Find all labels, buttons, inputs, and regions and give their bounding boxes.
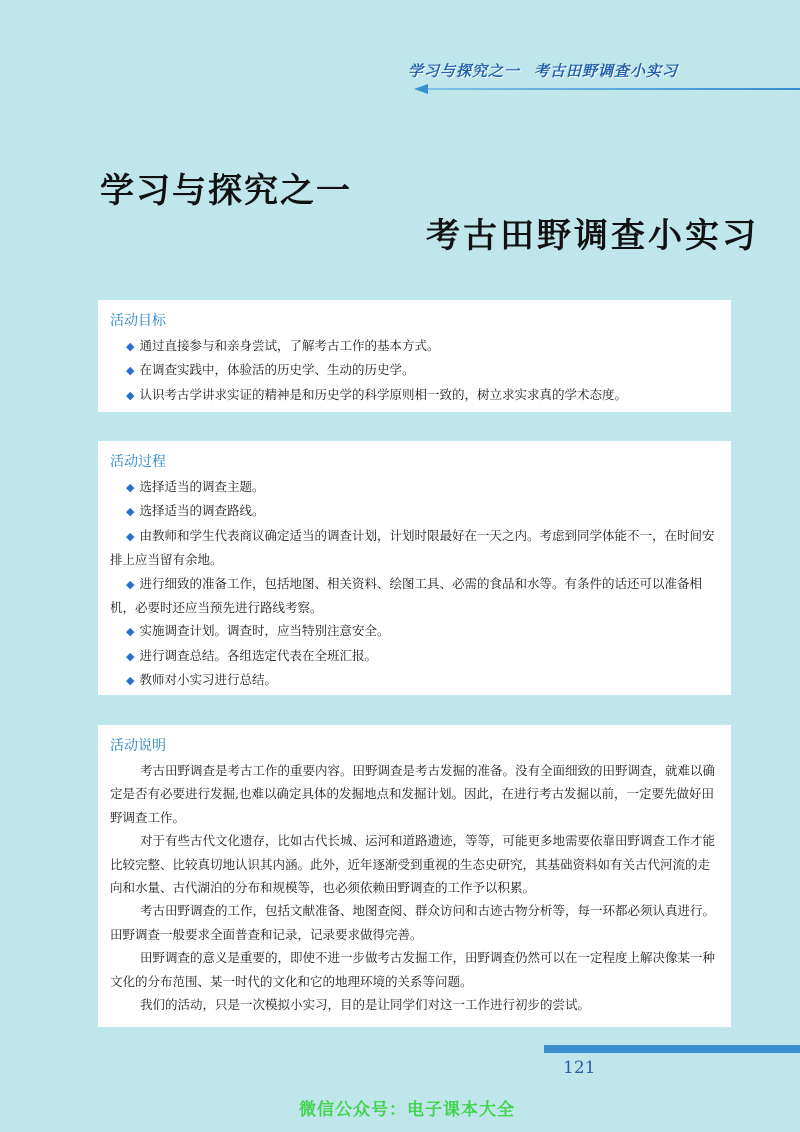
notes-paragraph: 考古田野调查是考古工作的重要内容。田野调查是考古发掘的准备。没有全面细致的田野调查，就难以确定是否有必要进行发掘,也难以确定具体的发掘地点和发掘计划。因此，在进行考古发掘以前，一定要先做好田野调查工作。 bbox=[110, 763, 716, 825]
diamond-bullet-icon: ◆ bbox=[126, 577, 135, 591]
notes-paragraph: 我们的活动，只是一次模拟小实习，目的是让同学们对这一工作进行初步的尝试。 bbox=[140, 997, 591, 1013]
goals-box bbox=[98, 300, 731, 412]
notes-paragraph: 对于有些古代文化遗存，比如古代长城、运河和道路遗迹，等等，可能更多地需要依靠田野调查工作才能比较完整、比较真切地认识其内涵。此外，近年逐渐受到重视的生态史研究，其基础资料如有关古代河流的走向和水量、古代湖泊的分布和规模等，也必须依赖田野调查的工作予以积累。 bbox=[110, 833, 716, 896]
section-title: 学习与探究之一 bbox=[100, 171, 352, 211]
running-header bbox=[408, 60, 678, 81]
process-item: ◆ 选择适当的调查路线。 bbox=[126, 503, 265, 519]
diamond-bullet-icon: ◆ bbox=[126, 388, 135, 402]
goals-heading: 活动目标 bbox=[110, 313, 166, 329]
header-rule bbox=[428, 88, 800, 90]
page-number: 121 bbox=[563, 1058, 596, 1078]
process-item: ◆ 实施调查计划。调查时，应当特别注意安全。 bbox=[126, 623, 390, 639]
notes-paragraph: 考古田野调查的工作，包括文献准备、地图查阅、群众访问和古迹古物分析等，每一环都必须认真进行。田野调查一般要求全面普查和记录，记录要求做得完善。 bbox=[110, 903, 716, 942]
footer-bar bbox=[544, 1045, 800, 1053]
process-heading: 活动过程 bbox=[110, 454, 166, 470]
diamond-bullet-icon: ◆ bbox=[126, 481, 135, 494]
diamond-bullet-icon: ◆ bbox=[126, 529, 135, 543]
process-box bbox=[98, 441, 731, 695]
watermark: 微信公众号：电子课本大全 bbox=[299, 1100, 515, 1120]
notes-box bbox=[98, 725, 731, 1027]
process-item: ◆ 进行细致的准备工作，包括地图、相关资料、绘图工具、必需的食品和水等。有条件的话还可以准备相机，必要时还应当预先进行路线考察。 bbox=[110, 575, 702, 616]
goals-item: ◆ 在调查实践中，体验活的历史学、生动的历史学。 bbox=[126, 362, 415, 378]
diamond-bullet-icon: ◆ bbox=[126, 340, 135, 353]
diamond-bullet-icon: ◆ bbox=[126, 674, 135, 688]
header-arrow-icon bbox=[414, 84, 428, 94]
diamond-bullet-icon: ◆ bbox=[126, 505, 135, 519]
diamond-bullet-icon: ◆ bbox=[126, 649, 135, 663]
process-item: ◆ 由教师和学生代表商议确定适当的调查计划，计划时限最好在一天之内。考虑到同学体能不一，在时间安排上应当留有余地。 bbox=[110, 527, 715, 568]
section-subtitle: 考古田野调查小实习 bbox=[426, 216, 759, 256]
goals-item: ◆ 认识考古学讲求实证的精神是和历史学的科学原则相一致的，树立求实求真的学术态度。 bbox=[126, 386, 627, 402]
notes-paragraph: 田野调查的意义是重要的，即使不进一步做考古发掘工作，田野调查仍然可以在一定程度上解决像某一种文化的分布范围、某一时代的文化和它的地理环境的关系等问题。 bbox=[110, 950, 716, 989]
process-item: ◆ 教师对小实习进行总结。 bbox=[126, 672, 277, 688]
running-header-part2: 考古田野调查小实习 bbox=[534, 62, 679, 80]
process-item: ◆ 进行调查总结。各组选定代表在全班汇报。 bbox=[126, 647, 377, 663]
diamond-bullet-icon: ◆ bbox=[126, 364, 135, 378]
diamond-bullet-icon: ◆ bbox=[126, 625, 135, 639]
process-item: ◆ 选择适当的调查主题。 bbox=[126, 479, 265, 494]
running-header-part1: 学习与探究之一 bbox=[408, 62, 521, 80]
notes-heading: 活动说明 bbox=[110, 738, 166, 754]
goals-item: ◆ 通过直接参与和亲身尝试，了解考古工作的基本方式。 bbox=[126, 338, 440, 353]
